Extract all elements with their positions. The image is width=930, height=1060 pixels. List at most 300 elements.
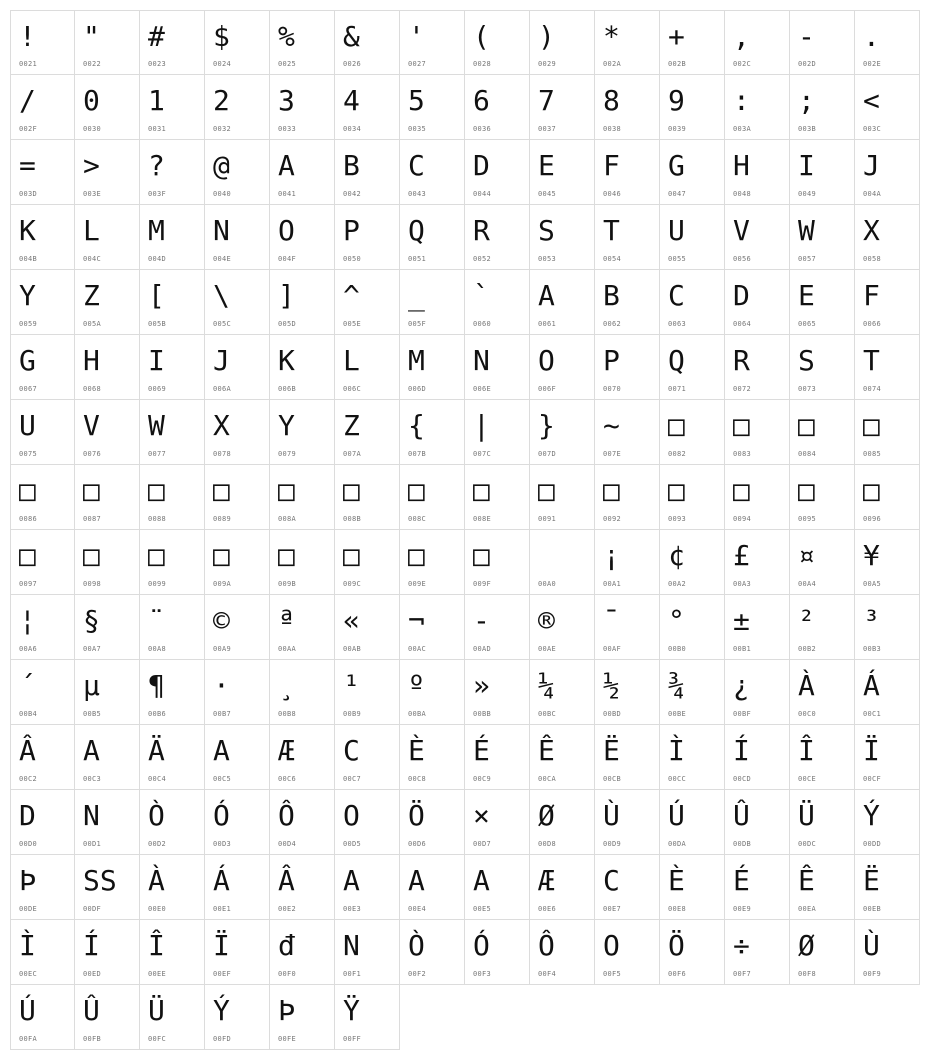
glyph-codepoint: 00CA xyxy=(538,775,557,783)
glyph-cell xyxy=(725,595,790,660)
glyph-codepoint: 0022 xyxy=(83,60,102,68)
glyph-character: « xyxy=(343,604,360,637)
glyph-character: N xyxy=(473,344,490,377)
glyph-character: SS xyxy=(83,864,117,897)
glyph-cell xyxy=(530,530,595,595)
glyph-codepoint: 0062 xyxy=(603,320,622,328)
glyph-character: : xyxy=(733,84,750,117)
glyph-character: O xyxy=(278,214,295,247)
glyph-cell xyxy=(595,465,660,530)
glyph-cell xyxy=(75,335,140,400)
glyph-codepoint: 00ED xyxy=(83,970,102,978)
glyph-character: ¾ xyxy=(668,669,685,702)
glyph-cell xyxy=(205,660,270,725)
glyph-cell xyxy=(140,530,205,595)
glyph-codepoint: 003E xyxy=(83,190,102,198)
glyph-cell xyxy=(725,530,790,595)
glyph-codepoint: 002C xyxy=(733,60,752,68)
glyph-codepoint: 002D xyxy=(798,60,817,68)
glyph-cell xyxy=(10,985,75,1050)
glyph-codepoint: 0035 xyxy=(408,125,427,133)
glyph-character: N xyxy=(83,799,100,832)
glyph-character: A xyxy=(278,149,295,182)
glyph-cell xyxy=(335,205,400,270)
glyph-codepoint: 00FB xyxy=(83,1035,102,1043)
glyph-character: - xyxy=(473,604,490,637)
glyph-cell xyxy=(530,400,595,465)
glyph-cell xyxy=(140,595,205,660)
glyph-codepoint: 00D9 xyxy=(603,840,622,848)
glyph-cell xyxy=(790,660,855,725)
glyph-cell xyxy=(205,725,270,790)
glyph-cell xyxy=(205,10,270,75)
glyph-codepoint: 0061 xyxy=(538,320,557,328)
glyph-codepoint: 00E0 xyxy=(148,905,167,913)
glyph-character: Æ xyxy=(278,734,295,767)
glyph-character: A xyxy=(343,864,360,897)
glyph-character: Ò xyxy=(148,799,165,832)
glyph-character: □ xyxy=(408,539,425,572)
glyph-cell xyxy=(530,465,595,530)
glyph-cell xyxy=(10,660,75,725)
glyph-cell xyxy=(140,205,205,270)
glyph-cell xyxy=(530,855,595,920)
glyph-cell xyxy=(855,595,920,660)
glyph-character: V xyxy=(733,214,750,247)
glyph-codepoint: 00BF xyxy=(733,710,752,718)
glyph-codepoint: 00CE xyxy=(798,775,817,783)
glyph-character: \ xyxy=(213,279,230,312)
glyph-cell xyxy=(400,75,465,140)
glyph-cell xyxy=(205,270,270,335)
glyph-character: A xyxy=(213,734,230,767)
glyph-cell xyxy=(790,335,855,400)
glyph-codepoint: 00E9 xyxy=(733,905,752,913)
glyph-cell xyxy=(400,205,465,270)
glyph-codepoint: 0072 xyxy=(733,385,752,393)
glyph-cell xyxy=(75,530,140,595)
glyph-codepoint: 00C6 xyxy=(278,775,297,783)
glyph-cell xyxy=(75,400,140,465)
glyph-character: □ xyxy=(798,474,815,507)
glyph-codepoint: 002F xyxy=(19,125,38,133)
glyph-codepoint: 00E6 xyxy=(538,905,557,913)
glyph-character: Ý xyxy=(213,994,230,1027)
glyph-cell xyxy=(465,335,530,400)
glyph-character: À xyxy=(798,669,815,702)
glyph-character: ^ xyxy=(343,279,360,312)
glyph-codepoint: 006C xyxy=(343,385,362,393)
glyph-cell xyxy=(855,790,920,855)
glyph-cell xyxy=(660,465,725,530)
glyph-cell xyxy=(790,10,855,75)
glyph-cell xyxy=(270,985,335,1050)
glyph-codepoint: 00B6 xyxy=(148,710,167,718)
glyph-codepoint: 00BE xyxy=(668,710,687,718)
glyph-codepoint: 006E xyxy=(473,385,492,393)
glyph-codepoint: 0029 xyxy=(538,60,557,68)
glyph-cell xyxy=(725,270,790,335)
glyph-character: E xyxy=(798,279,815,312)
glyph-cell xyxy=(270,270,335,335)
glyph-character: » xyxy=(473,669,490,702)
glyph-character: □ xyxy=(538,474,555,507)
glyph-character: ® xyxy=(538,604,555,637)
glyph-cell xyxy=(660,140,725,205)
glyph-character: I xyxy=(148,344,165,377)
glyph-cell xyxy=(270,790,335,855)
glyph-cell xyxy=(660,660,725,725)
glyph-character: ¦ xyxy=(19,604,36,637)
glyph-character: Ÿ xyxy=(343,994,360,1027)
glyph-codepoint: 003D xyxy=(19,190,38,198)
glyph-character: # xyxy=(148,20,165,53)
glyph-character: ¸ xyxy=(278,669,295,702)
glyph-character: G xyxy=(19,344,36,377)
glyph-cell xyxy=(140,140,205,205)
glyph-character: X xyxy=(213,409,230,442)
glyph-cell xyxy=(790,75,855,140)
glyph-character: F xyxy=(603,149,620,182)
glyph-character: □ xyxy=(798,409,815,442)
glyph-codepoint: 0086 xyxy=(19,515,38,523)
glyph-codepoint: 00E1 xyxy=(213,905,232,913)
glyph-codepoint: 0071 xyxy=(668,385,687,393)
glyph-character: O xyxy=(538,344,555,377)
glyph-cell xyxy=(335,855,400,920)
glyph-character: Í xyxy=(83,929,100,962)
glyph-codepoint: 00C4 xyxy=(148,775,167,783)
glyph-codepoint: 006B xyxy=(278,385,297,393)
glyph-cell xyxy=(75,140,140,205)
glyph-character: W xyxy=(798,214,815,247)
glyph-codepoint: 0038 xyxy=(603,125,622,133)
glyph-character: Ö xyxy=(408,799,425,832)
glyph-cell xyxy=(595,855,660,920)
glyph-codepoint: 003F xyxy=(148,190,167,198)
glyph-codepoint: 00B5 xyxy=(83,710,102,718)
glyph-codepoint: 00A8 xyxy=(148,645,167,653)
glyph-codepoint: 0056 xyxy=(733,255,752,263)
glyph-codepoint: 0099 xyxy=(148,580,167,588)
glyph-codepoint: 0060 xyxy=(473,320,492,328)
glyph-character: S xyxy=(538,214,555,247)
glyph-codepoint: 0032 xyxy=(213,125,232,133)
glyph-cell xyxy=(660,335,725,400)
glyph-character: " xyxy=(83,20,100,53)
glyph-cell xyxy=(595,790,660,855)
glyph-character: § xyxy=(83,604,100,637)
glyph-cell xyxy=(10,920,75,985)
glyph-codepoint: 0078 xyxy=(213,450,232,458)
glyph-cell xyxy=(270,660,335,725)
glyph-cell xyxy=(140,660,205,725)
glyph-cell xyxy=(595,920,660,985)
glyph-cell xyxy=(465,75,530,140)
glyph-character: 7 xyxy=(538,84,555,117)
glyph-cell xyxy=(465,10,530,75)
glyph-codepoint: 00AE xyxy=(538,645,557,653)
glyph-codepoint: 00E2 xyxy=(278,905,297,913)
glyph-codepoint: 00DF xyxy=(83,905,102,913)
glyph-character: J xyxy=(213,344,230,377)
glyph-character: Ù xyxy=(603,799,620,832)
glyph-codepoint: 0041 xyxy=(278,190,297,198)
glyph-codepoint: 0079 xyxy=(278,450,297,458)
glyph-cell xyxy=(270,920,335,985)
glyph-character: { xyxy=(408,409,425,442)
glyph-cell xyxy=(10,140,75,205)
glyph-codepoint: 0046 xyxy=(603,190,622,198)
glyph-cell xyxy=(595,10,660,75)
glyph-cell xyxy=(75,985,140,1050)
glyph-cell xyxy=(270,400,335,465)
glyph-character: T xyxy=(603,214,620,247)
glyph-cell xyxy=(75,270,140,335)
glyph-cell xyxy=(140,10,205,75)
glyph-cell xyxy=(595,530,660,595)
glyph-codepoint: 006D xyxy=(408,385,427,393)
glyph-cell xyxy=(790,140,855,205)
glyph-cell xyxy=(465,725,530,790)
glyph-character: Ä xyxy=(148,734,165,767)
glyph-codepoint: 00BD xyxy=(603,710,622,718)
glyph-cell xyxy=(465,920,530,985)
glyph-cell xyxy=(335,140,400,205)
glyph-codepoint: 0054 xyxy=(603,255,622,263)
glyph-codepoint: 00FF xyxy=(343,1035,362,1043)
glyph-cell xyxy=(400,270,465,335)
glyph-cell xyxy=(725,855,790,920)
glyph-cell xyxy=(595,205,660,270)
glyph-cell xyxy=(660,400,725,465)
glyph-character: + xyxy=(668,20,685,53)
glyph-cell xyxy=(205,920,270,985)
glyph-character: □ xyxy=(343,474,360,507)
glyph-character: È xyxy=(668,864,685,897)
glyph-codepoint: 00AF xyxy=(603,645,622,653)
glyph-cell xyxy=(75,595,140,660)
glyph-character: W xyxy=(148,409,165,442)
glyph-cell xyxy=(400,140,465,205)
glyph-cell xyxy=(530,660,595,725)
glyph-cell xyxy=(725,725,790,790)
glyph-cell xyxy=(335,400,400,465)
glyph-codepoint: 0048 xyxy=(733,190,752,198)
glyph-character: _ xyxy=(408,279,425,312)
glyph-character: C xyxy=(668,279,685,312)
glyph-codepoint: 00E4 xyxy=(408,905,427,913)
glyph-cell xyxy=(335,595,400,660)
glyph-codepoint: 005A xyxy=(83,320,102,328)
glyph-codepoint: 009B xyxy=(278,580,297,588)
glyph-codepoint: 0027 xyxy=(408,60,427,68)
glyph-character: Ú xyxy=(668,799,685,832)
glyph-cell xyxy=(530,335,595,400)
glyph-codepoint: 0085 xyxy=(863,450,882,458)
glyph-codepoint: 0077 xyxy=(148,450,167,458)
glyph-cell xyxy=(465,595,530,660)
glyph-codepoint: 00E8 xyxy=(668,905,687,913)
glyph-cell xyxy=(530,270,595,335)
glyph-codepoint: 00B1 xyxy=(733,645,752,653)
glyph-codepoint: 00F8 xyxy=(798,970,817,978)
glyph-cell xyxy=(855,660,920,725)
glyph-cell xyxy=(725,400,790,465)
glyph-cell xyxy=(75,75,140,140)
glyph-cell xyxy=(140,465,205,530)
glyph-codepoint: 0033 xyxy=(278,125,297,133)
glyph-character: Î xyxy=(148,929,165,962)
glyph-cell xyxy=(660,205,725,270)
glyph-codepoint: 0084 xyxy=(798,450,817,458)
glyph-character: É xyxy=(473,734,490,767)
glyph-character: M xyxy=(148,214,165,247)
glyph-cell xyxy=(855,530,920,595)
glyph-character: □ xyxy=(19,474,36,507)
glyph-cell xyxy=(530,75,595,140)
glyph-cell xyxy=(400,530,465,595)
glyph-character: D xyxy=(733,279,750,312)
glyph-character: ' xyxy=(408,20,425,53)
glyph-cell xyxy=(10,530,75,595)
glyph-character: / xyxy=(19,84,36,117)
glyph-codepoint: 0092 xyxy=(603,515,622,523)
glyph-codepoint: 00A7 xyxy=(83,645,102,653)
glyph-codepoint: 009C xyxy=(343,580,362,588)
glyph-cell xyxy=(10,400,75,465)
glyph-character: Á xyxy=(863,669,880,702)
glyph-codepoint: 0037 xyxy=(538,125,557,133)
glyph-character: 8 xyxy=(603,84,620,117)
glyph-character: [ xyxy=(148,279,165,312)
glyph-grid xyxy=(10,10,920,1050)
glyph-codepoint: 006A xyxy=(213,385,232,393)
glyph-character: ] xyxy=(278,279,295,312)
glyph-cell xyxy=(855,270,920,335)
glyph-cell xyxy=(660,855,725,920)
glyph-codepoint: 0042 xyxy=(343,190,362,198)
glyph-character: Ù xyxy=(863,929,880,962)
glyph-character: R xyxy=(473,214,490,247)
glyph-cell xyxy=(10,595,75,660)
glyph-codepoint: 00AC xyxy=(408,645,427,653)
glyph-cell xyxy=(335,790,400,855)
glyph-codepoint: 0063 xyxy=(668,320,687,328)
glyph-cell xyxy=(660,270,725,335)
glyph-character: A xyxy=(473,864,490,897)
glyph-character: 1 xyxy=(148,84,165,117)
glyph-codepoint: 005C xyxy=(213,320,232,328)
glyph-cell xyxy=(855,140,920,205)
glyph-cell xyxy=(855,465,920,530)
glyph-cell xyxy=(660,530,725,595)
glyph-codepoint: 0021 xyxy=(19,60,38,68)
glyph-codepoint: 0043 xyxy=(408,190,427,198)
glyph-character: E xyxy=(538,149,555,182)
glyph-cell xyxy=(790,530,855,595)
glyph-codepoint: 0024 xyxy=(213,60,232,68)
glyph-cell xyxy=(465,790,530,855)
glyph-cell xyxy=(790,725,855,790)
glyph-character: Ü xyxy=(798,799,815,832)
glyph-character: □ xyxy=(343,539,360,572)
glyph-cell xyxy=(335,75,400,140)
glyph-codepoint: 0069 xyxy=(148,385,167,393)
glyph-codepoint: 009E xyxy=(408,580,427,588)
glyph-cell xyxy=(725,140,790,205)
glyph-codepoint: 005F xyxy=(408,320,427,328)
glyph-character: □ xyxy=(733,474,750,507)
glyph-character: µ xyxy=(83,669,100,702)
glyph-codepoint: 008B xyxy=(343,515,362,523)
glyph-character: | xyxy=(473,409,490,442)
glyph-character: Î xyxy=(798,734,815,767)
glyph-codepoint: 008A xyxy=(278,515,297,523)
glyph-character: Ì xyxy=(668,734,685,767)
glyph-cell xyxy=(400,725,465,790)
glyph-character: V xyxy=(83,409,100,442)
glyph-cell xyxy=(140,270,205,335)
glyph-cell xyxy=(400,790,465,855)
glyph-character: 3 xyxy=(278,84,295,117)
glyph-codepoint: 0093 xyxy=(668,515,687,523)
glyph-character: Y xyxy=(278,409,295,442)
glyph-character: © xyxy=(213,604,230,637)
glyph-codepoint: 00A5 xyxy=(863,580,882,588)
glyph-character: ; xyxy=(798,84,815,117)
glyph-character: º xyxy=(408,669,425,702)
glyph-codepoint: 00CD xyxy=(733,775,752,783)
glyph-cell xyxy=(270,10,335,75)
glyph-cell xyxy=(400,855,465,920)
glyph-character: X xyxy=(863,214,880,247)
glyph-character: L xyxy=(83,214,100,247)
glyph-character: S xyxy=(798,344,815,377)
glyph-codepoint: 00D0 xyxy=(19,840,38,848)
glyph-character: Í xyxy=(733,734,750,767)
glyph-codepoint: 00F7 xyxy=(733,970,752,978)
glyph-character: D xyxy=(19,799,36,832)
glyph-character: È xyxy=(408,734,425,767)
glyph-character: @ xyxy=(213,149,230,182)
glyph-character: N xyxy=(213,214,230,247)
glyph-cell xyxy=(660,920,725,985)
glyph-cell xyxy=(400,465,465,530)
glyph-character: · xyxy=(213,669,230,702)
glyph-codepoint: 00F2 xyxy=(408,970,427,978)
glyph-character: C xyxy=(603,864,620,897)
glyph-character: O xyxy=(343,799,360,832)
glyph-codepoint: 00F6 xyxy=(668,970,687,978)
glyph-cell xyxy=(335,725,400,790)
glyph-cell xyxy=(10,725,75,790)
glyph-cell xyxy=(855,920,920,985)
glyph-cell xyxy=(790,205,855,270)
glyph-codepoint: 00B4 xyxy=(19,710,38,718)
glyph-codepoint: 0050 xyxy=(343,255,362,263)
glyph-codepoint: 0025 xyxy=(278,60,297,68)
glyph-codepoint: 004C xyxy=(83,255,102,263)
glyph-character: □ xyxy=(83,474,100,507)
glyph-cell xyxy=(10,10,75,75)
glyph-codepoint: 0047 xyxy=(668,190,687,198)
glyph-codepoint: 00EC xyxy=(19,970,38,978)
glyph-codepoint: 00A0 xyxy=(538,580,557,588)
glyph-character: ½ xyxy=(603,669,620,702)
glyph-character: □ xyxy=(863,409,880,442)
glyph-cell xyxy=(855,855,920,920)
